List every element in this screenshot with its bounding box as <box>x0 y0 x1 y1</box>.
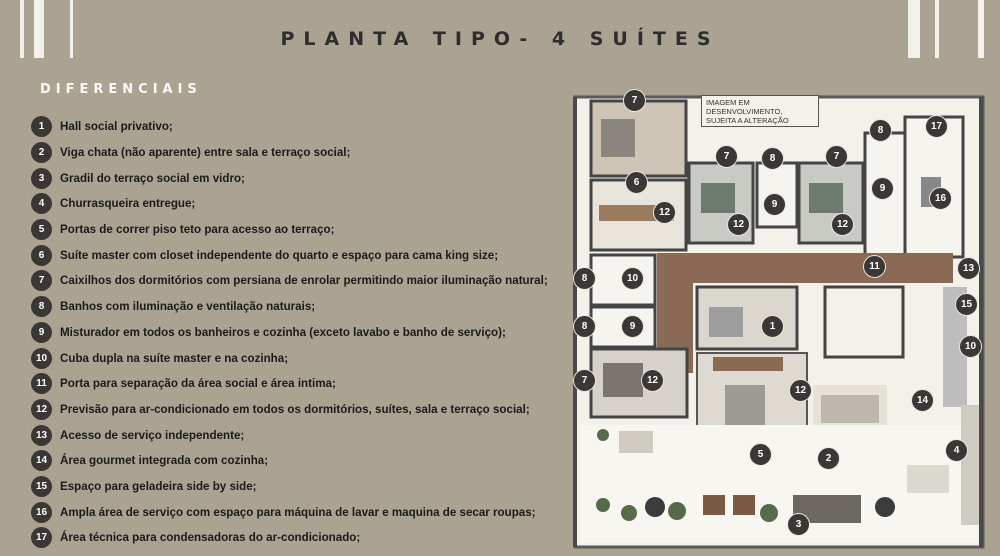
item-text: Porta para separação da área social e área intima; <box>60 377 336 391</box>
item-number-badge: 5 <box>31 219 52 240</box>
list-item <box>31 422 551 448</box>
plan-marker: 14 <box>911 389 934 412</box>
item-text: Gradil do terraço social em vidro; <box>60 171 245 185</box>
item-number-badge: 7 <box>31 270 52 291</box>
item-number-badge: 8 <box>31 296 52 317</box>
plan-marker: 13 <box>957 257 980 280</box>
item-text: Espaço para geladeira side by side; <box>60 479 257 493</box>
list-item <box>31 242 551 268</box>
list-item <box>31 217 551 243</box>
item-text: Previsão para ar-condicionado em todos os dormitórios, suítes, sala e terraço social; <box>60 402 530 416</box>
plan-marker: 12 <box>789 379 812 402</box>
item-text: Área técnica para condensadoras do ar-condicionado; <box>60 531 361 545</box>
item-text: Caixilhos dos dormitórios com persiana de enrolar permitindo maior iluminação natural; <box>60 274 548 288</box>
plan-marker: 8 <box>573 267 596 290</box>
plan-marker: 9 <box>871 177 894 200</box>
list-item <box>31 345 551 371</box>
item-number-badge: 12 <box>31 399 52 420</box>
item-number-badge: 10 <box>31 348 52 369</box>
item-number-badge: 2 <box>31 142 52 163</box>
plan-marker: 7 <box>623 89 646 112</box>
plan-marker: 12 <box>831 213 854 236</box>
plan-marker: 12 <box>653 201 676 224</box>
plan-marker: 5 <box>749 443 772 466</box>
plan-marker: 10 <box>959 335 982 358</box>
plan-marker: 9 <box>621 315 644 338</box>
differentials-list <box>31 114 551 551</box>
item-text: Banhos com iluminação e ventilação naturais; <box>60 300 316 314</box>
item-text: Ampla área de serviço com espaço para máquina de lavar e maquina de secar roupas; <box>60 505 536 519</box>
list-item <box>31 397 551 423</box>
plan-marker: 10 <box>621 267 644 290</box>
list-item <box>31 268 551 294</box>
plan-marker: 11 <box>863 255 886 278</box>
plan-marker: 12 <box>641 369 664 392</box>
plan-marker: 6 <box>625 171 648 194</box>
item-text: Suíte master com closet independente do quarto e espaço para cama king size; <box>60 248 499 262</box>
floor-plan <box>573 95 985 550</box>
list-item <box>31 320 551 346</box>
item-text: Portas de correr piso teto para acesso ao terraço; <box>60 223 335 237</box>
item-number-badge: 11 <box>31 373 52 394</box>
plan-marker: 15 <box>955 293 978 316</box>
item-number-badge: 3 <box>31 168 52 189</box>
list-item <box>31 114 551 140</box>
differentials-heading: DIFERENCIAIS <box>40 82 202 97</box>
list-item <box>31 140 551 166</box>
list-item <box>31 474 551 500</box>
item-text: Hall social privativo; <box>60 120 173 134</box>
item-number-badge: 15 <box>31 476 52 497</box>
plan-marker: 7 <box>825 145 848 168</box>
plan-marker: 2 <box>817 447 840 470</box>
list-item <box>31 165 551 191</box>
item-text: Acesso de serviço independente; <box>60 428 245 442</box>
list-item <box>31 371 551 397</box>
item-number-badge: 14 <box>31 450 52 471</box>
item-text: Cuba dupla na suíte master e na cozinha; <box>60 351 289 365</box>
item-number-badge: 4 <box>31 193 52 214</box>
development-note: IMAGEM EM DESENVOLVIMENTO, SUJEITA A ALTERAÇÃO <box>701 95 819 127</box>
item-number-badge: 9 <box>31 322 52 343</box>
list-item <box>31 499 551 525</box>
plan-marker: 8 <box>761 147 784 170</box>
plan-marker: 4 <box>945 439 968 462</box>
item-text: Churrasqueira entregue; <box>60 197 196 211</box>
list-item <box>31 294 551 320</box>
plan-marker: 9 <box>763 193 786 216</box>
plan-marker: 7 <box>715 145 738 168</box>
item-number-badge: 13 <box>31 425 52 446</box>
list-item <box>31 525 551 551</box>
item-number-badge: 1 <box>31 116 52 137</box>
item-number-badge: 17 <box>31 527 52 548</box>
plan-marker: 12 <box>727 213 750 236</box>
list-item <box>31 191 551 217</box>
list-item <box>31 448 551 474</box>
plan-marker: 17 <box>925 115 948 138</box>
plan-marker: 16 <box>929 187 952 210</box>
plan-marker: 1 <box>761 315 784 338</box>
item-number-badge: 6 <box>31 245 52 266</box>
plan-marker: 8 <box>869 119 892 142</box>
item-text: Viga chata (não aparente) entre sala e terraço social; <box>60 146 351 160</box>
plan-marker: 3 <box>787 513 810 536</box>
item-number-badge: 16 <box>31 502 52 523</box>
plan-marker: 7 <box>573 369 596 392</box>
item-text: Área gourmet integrada com cozinha; <box>60 454 269 468</box>
plan-marker: 8 <box>573 315 596 338</box>
page-title: PLANTA TIPO- 4 SUÍTES <box>280 28 720 50</box>
item-text: Misturador em todos os banheiros e cozinha (exceto lavabo e banho de serviço); <box>60 325 506 339</box>
